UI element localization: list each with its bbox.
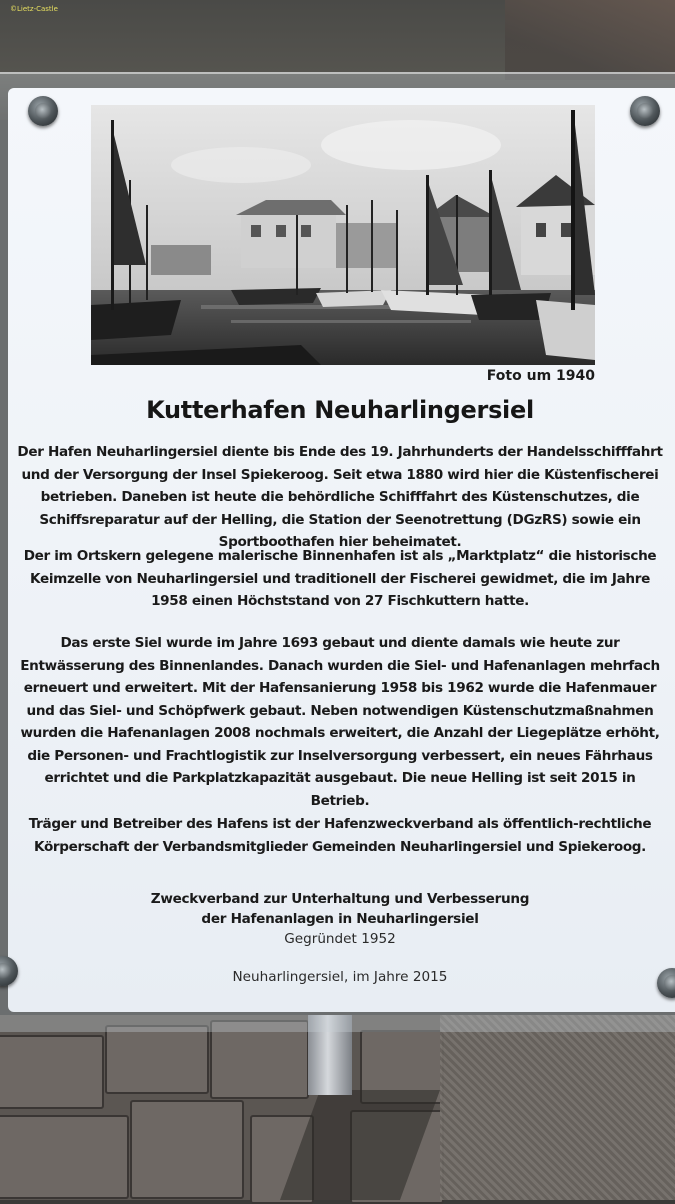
plaque-title: Kutterhafen Neuharlingersiel — [146, 396, 534, 424]
paving-stone — [0, 1035, 104, 1109]
footer-founded: Gegründet 1952 — [284, 931, 396, 947]
paragraph-history: Der Hafen Neuharlingersiel diente bis Ende des 19. Jahrhunderts der Handelsschifffahrt und der Versorgung der Insel Spiekeroog. Seit etwa 1880 wird hier die Küstenfischerei betrieben. Daneben ist heute die behördliche Schifffahrt des Küstenschutzes, die Schiffsreparatur auf der Helling, die Station der Seenotrettung (DGzRS) sowie ein Sportboothafen hier beheimatet. — [17, 444, 663, 550]
paragraph-development: Das erste Siel wurde im Jahre 1693 gebaut und diente damals wie heute zur Entwässerung des Binnenlandes. Danach wurden die Siel- und Hafenanlagen mehrfach erneuert und erweitert. Mit der Hafensanierung 1958 bis 1962 wurde die Hafenmauer und das Siel- und Schöpfwerk gebaut. Neben notwendigen Küstenschutzmaßnahmen wurden die Hafenanlagen 2008 nochmals erweitert, die Anzahl der Liegeplätze erhöht, die Personen- und Frachtlogistik zur Inselversorgung verbessert, ein neues Fährhaus errichtet und die Parkplatzkapazität ausgebaut. Die neue Helling ist seit 2015 in Betrieb. — [20, 635, 660, 809]
watermark: ©Lietz-Castle — [10, 5, 58, 13]
photo-caption: Foto um 1940 — [486, 368, 595, 384]
screw-top-left — [28, 96, 58, 126]
historic-harbour-photo — [91, 105, 595, 365]
background-shade — [505, 0, 675, 80]
footer-association-line-1: Zweckverband zur Unterhaltung und Verbesserung — [150, 891, 530, 907]
paving-stone — [130, 1100, 244, 1199]
paving-stone — [105, 1025, 209, 1094]
screw-top-right — [630, 96, 660, 126]
paving-stone — [0, 1115, 129, 1199]
footer-place-date: Neuharlingersiel, im Jahre 2015 — [232, 969, 448, 985]
footer-association-line-2: der Hafenanlagen in Neuharlingersiel — [201, 911, 479, 927]
paragraph-inner-harbour: Der im Ortskern gelegene malerische Binnenhafen ist als „Marktplatz“ die historische Keimzelle von Neuharlingersiel und traditionell der Fischerei gewidmet, die im Jahre 1958 einen Höchststand von 27 Fischkuttern hatte. — [23, 548, 657, 609]
gravel — [440, 1015, 675, 1200]
paragraph-operator: Träger und Betreiber des Hafens ist der Hafenzweckverband als öffentlich-rechtliche Körperschaft der Verbandsmitglieder Gemeinden Neuharlingersiel und Spiekeroog. — [28, 816, 652, 855]
